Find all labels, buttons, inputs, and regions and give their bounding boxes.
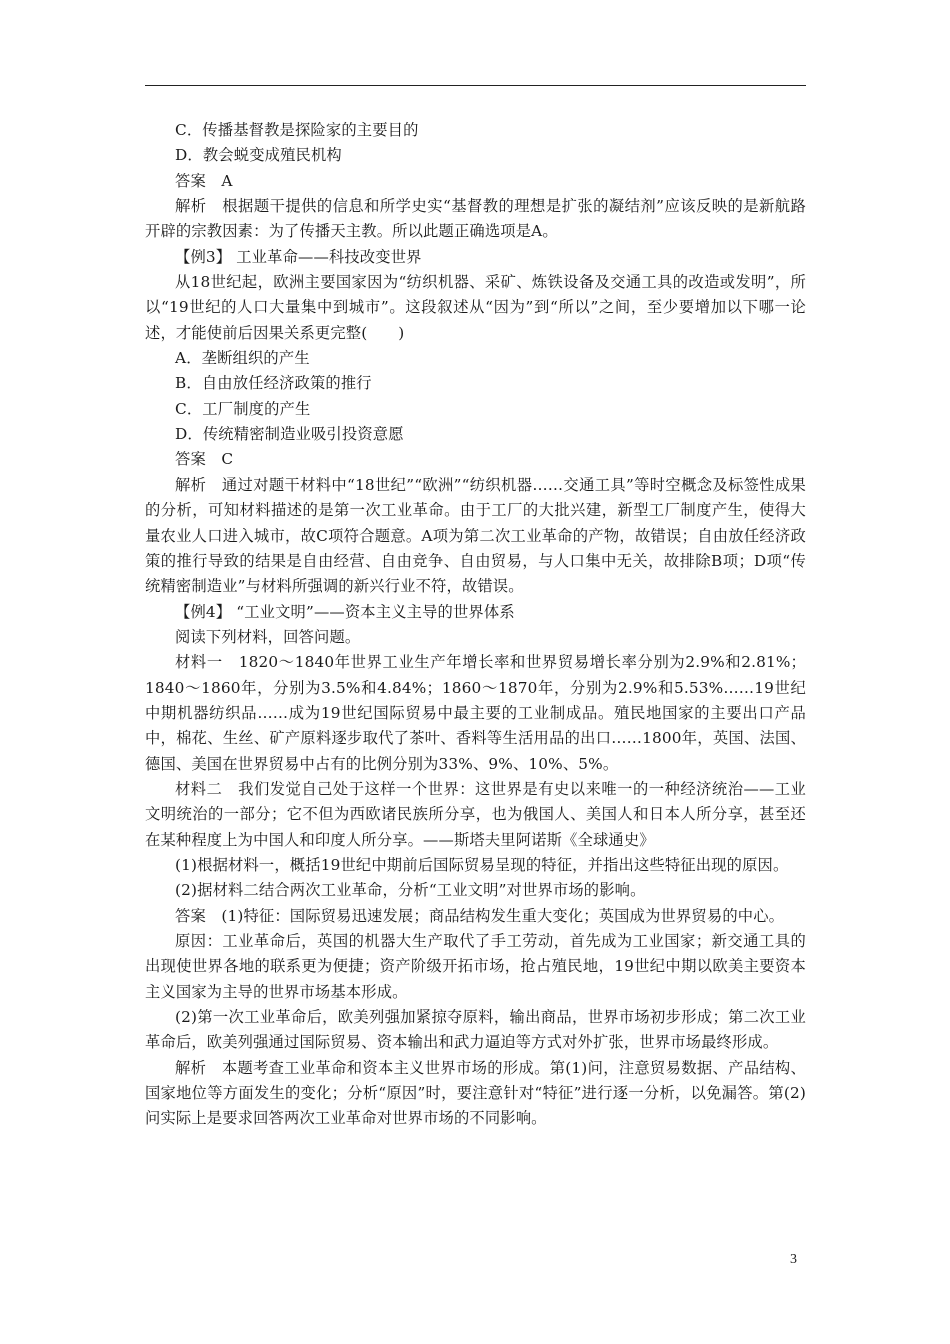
instruction-line: 阅读下列材料，回答问题。 xyxy=(175,627,361,646)
answer-reason-paragraph: 原因：工业革命后，英国的机器大生产取代了手工劳动，首先成为工业国家；新交通工具的出现使世界各地的联系更为便捷；资产阶级开拓市场，抢占殖民地，19世纪中期以欧美主要资本主义国家为主导的世界市场基本形成。 xyxy=(145,932,806,1001)
option-c-line: C．传播基督教是探险家的主要目的 xyxy=(175,121,419,139)
header-rule xyxy=(145,85,806,86)
question-2-line: (2)据材料二结合两次工业革命，分析“工业文明”对世界市场的影响。 xyxy=(175,881,646,900)
analysis-paragraph: 解析 通过对题干材料中“18世纪”“欧洲”“纺织机器……交通工具”等时空概念及标签性成果的分析，可知材料描述的是第一次工业革命。由于工厂的大批兴建，新型工厂制度产生，使得大量农业人口进入城市，故C项符合题意。A项为第二次工业革命的产物，故错误；自由放任经济政策的推行导致的结果是自由经营、自由竞争、自由贸易，与人口集中无关，故排除B项；D项“传统精密制造业”与材料所强调的新兴行业不符，故错误。 xyxy=(145,475,806,596)
analysis-paragraph: 解析 根据题干提供的信息和所学史实“基督教的理想是扩张的凝结剂”应该反映的是新航路开辟的宗教因素：为了传播天主教。所以此题正确选项是A。 xyxy=(145,197,806,241)
answer-paragraph: 答案 (1)特征：国际贸易迅速发展；商品结构发生重大变化；英国成为世界贸易的中心。 xyxy=(175,906,785,925)
page-number: 3 xyxy=(790,1252,797,1267)
material-one-paragraph: 材料一 1820～1840年世界工业生产年增长率和世界贸易增长率分别为2.9%和2.81%；1840～1860年，分别为3.5%和4.84%；1860～1870年，分别为2.9%和5.53%……19世纪中期机器纺织品……成为19世纪国际贸易中最主要的工业制成品。殖民地国家的主要出口产品中，棉花、生丝、矿产原料逐步取代了茶叶、香料等生活用品的出口……1800年，英国、法国、德国、美国在世界贸易中占有的比例分别为33%、9%、10%、5%。 xyxy=(145,653,806,773)
option-a-line: A．垄断组织的产生 xyxy=(175,349,310,368)
answer-part-2-paragraph: (2)第一次工业革命后，欧美列强加紧掠夺原料，输出商品，世界市场初步形成；第二次工业革命后，欧美列强通过国际贸易、资本输出和武力逼迫等方式对外扩张，世界市场最终形成。 xyxy=(145,1008,806,1052)
option-d-line: D．传统精密制造业吸引投资意愿 xyxy=(175,425,404,444)
answer-line: 答案 C xyxy=(175,450,234,469)
example-3-heading: 【例3】 工业革命——科技改变世界 xyxy=(175,247,422,266)
option-d-line: D．教会蜕变成殖民机构 xyxy=(175,146,342,165)
material-two-paragraph: 材料二 我们发觉自己处于这样一个世界：这世界是有史以来唯一的一种经济统治——工业文明统治的一部分；它不但为西欧诸民族所分享，也为俄国人、美国人和日本人所分享，甚至还在某种程度上为中国人和印度人所分享。——斯塔夫里阿诺斯《全球通史》 xyxy=(145,779,806,849)
example-4-heading: 【例4】 “工业文明”——资本主义主导的世界体系 xyxy=(175,602,515,621)
option-b-line: B．自由放任经济政策的推行 xyxy=(175,374,372,393)
document-body xyxy=(145,118,806,1132)
question-1-line: (1)根据材料一，概括19世纪中期前后国际贸易呈现的特征，并指出这些特征出现的原因。 xyxy=(175,855,789,874)
answer-line: 答案 A xyxy=(175,171,233,190)
analysis-paragraph: 解析 本题考查工业革命和资本主义世界市场的形成。第(1)问，注意贸易数据、产品结构、国家地位等方面发生的变化；分析“原因”时，要注意针对“特征”进行逐一分析，以免漏答。第(2)问实际上是要求回答两次工业革命对世界市场的不同影响。 xyxy=(145,1058,806,1128)
example-3-question: 从18世纪起，欧洲主要国家因为“纺织机器、采矿、炼铁设备及交通工具的改造或发明”，所以“19世纪的人口大量集中到城市”。这段叙述从“因为”到“所以”之间，至少要增加以下哪一论述，才能使前后因果关系更完整( ) xyxy=(145,273,806,342)
option-c-line: C．工厂制度的产生 xyxy=(175,399,311,418)
